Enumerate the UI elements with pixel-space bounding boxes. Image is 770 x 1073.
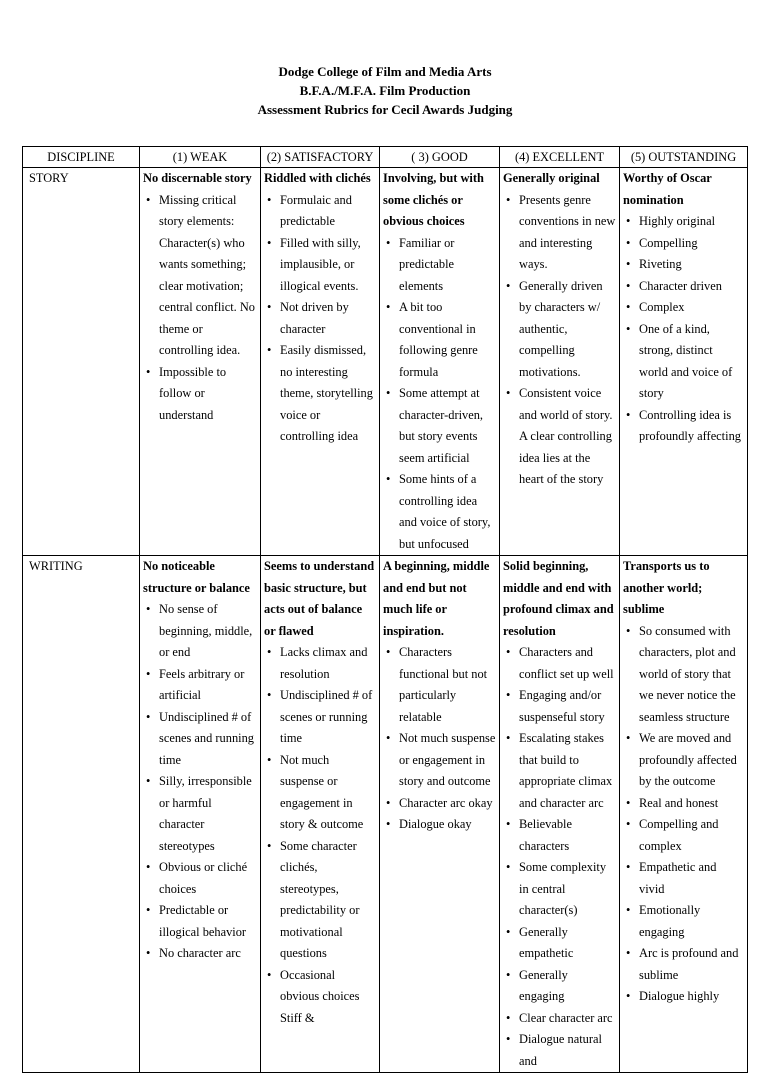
criterion-item: • Empathetic and vivid [623,857,744,900]
criterion-item: • Emotionally engaging [623,900,744,943]
criterion-item: • Generally engaging [503,965,616,1008]
cell-excellent [500,168,620,556]
criterion-item: • Highly original [623,211,744,233]
criterion-heading: A beginning, middle and end but not much life or inspiration. [383,559,490,638]
criterion-item: • Easily dismissed, no interesting theme, storytelling voice or controlling idea [264,340,376,448]
rubric-table [22,146,748,1073]
criterion-item: • Presents genre conventions in new and interesting ways. [503,190,616,276]
criterion-item: • Generally empathetic [503,922,616,965]
criterion-item: • Obvious or cliché choices [143,857,257,900]
criterion-item: • So consumed with characters, plot and world of story that we never notice the seamless structure [623,621,744,729]
col-header-excellent: (4) EXCELLENT [500,147,620,168]
criterion-item: • Familiar or predictable elements [383,233,496,298]
cell-good [380,556,500,1073]
criterion-item: • Complex [623,297,744,319]
criterion-item: • Some character clichés, stereotypes, predictability or motivational questions [264,836,376,965]
criterion-heading: Seems to understand basic structure, but acts out of balance or flawed [264,559,375,638]
criterion-item: • Undisciplined # of scenes and running time [143,707,257,772]
criterion-item: • Clear character arc [503,1008,616,1030]
criterion-heading: Solid beginning, middle and end with profound climax and resolution [503,559,614,638]
criterion-item: • Impossible to follow or understand [143,362,257,427]
criterion-heading: No discernable story [143,171,252,185]
cell-satisfactory [261,556,380,1073]
criterion-heading: Riddled with clichés [264,171,371,185]
criterion-item: • Some complexity in central character(s) [503,857,616,922]
document-title [0,62,770,119]
criterion-item: • Silly, irresponsible or harmful character stereotypes [143,771,257,857]
criterion-item: • Feels arbitrary or artificial [143,664,257,707]
criterion-heading: Involving, but with some clichés or obvious choices [383,171,484,228]
criterion-list [143,599,257,965]
criterion-item: • Character driven [623,276,744,298]
criterion-list [623,621,744,1008]
criterion-item: • Not driven by character [264,297,376,340]
criterion-list [383,642,496,836]
cell-good [380,168,500,556]
discipline-label: STORY [23,168,140,556]
criterion-item: • Controlling idea is profoundly affecting [623,405,744,448]
col-header-discipline: DISCIPLINE [23,147,140,168]
criterion-item: • Some attempt at character-driven, but story events seem artificial [383,383,496,469]
criterion-item: • Occasional obvious choices Stiff & [264,965,376,1030]
col-header-outstanding: (5) OUTSTANDING [620,147,748,168]
cell-weak [140,168,261,556]
criterion-item: • Dialogue highly [623,986,744,1008]
criterion-item: • Generally driven by characters w/ authentic, compelling motivations. [503,276,616,384]
criterion-heading: Generally original [503,171,600,185]
cell-outstanding [620,556,748,1073]
criterion-item: • Characters functional but not particularly relatable [383,642,496,728]
header-row [23,147,748,168]
cell-satisfactory [261,168,380,556]
criterion-item: • Predictable or illogical behavior [143,900,257,943]
criterion-list [503,190,616,491]
criterion-item: • Arc is profound and sublime [623,943,744,986]
criterion-item: • Dialogue okay [383,814,496,836]
criterion-heading: No noticeable structure or balance [143,559,250,595]
criterion-item: • One of a kind, strong, distinct world and voice of story [623,319,744,405]
criterion-list [383,233,496,556]
criterion-list [264,642,376,1029]
title-line-2: B.F.A./M.F.A. Film Production [299,83,471,98]
criterion-item: • Some hints of a controlling idea and voice of story, but unfocused [383,469,496,555]
cell-excellent [500,556,620,1073]
criterion-item: • Undisciplined # of scenes or running time [264,685,376,750]
criterion-item: • Dialogue natural and [503,1029,616,1072]
criterion-item: • Characters and conflict set up well [503,642,616,685]
cell-outstanding [620,168,748,556]
criterion-item: • Compelling and complex [623,814,744,857]
criterion-list [503,642,616,1072]
criterion-item: • A bit too conventional in following genre formula [383,297,496,383]
discipline-label: WRITING [23,556,140,1073]
criterion-item: • Compelling [623,233,744,255]
criterion-item: • We are moved and profoundly affected by the outcome [623,728,744,793]
col-header-satisfactory: (2) SATISFACTORY [261,147,380,168]
criterion-item: • Formulaic and predictable [264,190,376,233]
col-header-good: ( 3) GOOD [380,147,500,168]
criterion-item: • Not much suspense or engagement in story and outcome [383,728,496,793]
criterion-item: • Riveting [623,254,744,276]
criterion-item: • No character arc [143,943,257,965]
rubric-row-writing [23,556,748,1073]
rubric-row-story [23,168,748,556]
criterion-list [264,190,376,448]
criterion-heading: Worthy of Oscar nomination [623,171,712,207]
criterion-item: • Filled with silly, implausible, or illogical events. [264,233,376,298]
criterion-item: • Engaging and/or suspenseful story [503,685,616,728]
criterion-list [143,190,257,427]
cell-weak [140,556,261,1073]
criterion-item: • Not much suspense or engagement in story & outcome [264,750,376,836]
col-header-weak: (1) WEAK [140,147,261,168]
criterion-item: • Real and honest [623,793,744,815]
criterion-item: • Believable characters [503,814,616,857]
criterion-item: • Lacks climax and resolution [264,642,376,685]
criterion-item: • Missing critical story elements: Character(s) who wants something; clear motivation; central conflict. No theme or controlling idea. [143,190,257,362]
title-line-3: Assessment Rubrics for Cecil Awards Judging [257,102,513,117]
title-line-1: Dodge College of Film and Media Arts [278,64,492,79]
criterion-list [623,211,744,448]
criterion-item: • No sense of beginning, middle, or end [143,599,257,664]
criterion-item: • Escalating stakes that build to appropriate climax and character arc [503,728,616,814]
criterion-item: • Character arc okay [383,793,496,815]
criterion-heading: Transports us to another world; sublime [623,559,710,616]
criterion-item: • Consistent voice and world of story. A clear controlling idea lies at the heart of the story [503,383,616,491]
